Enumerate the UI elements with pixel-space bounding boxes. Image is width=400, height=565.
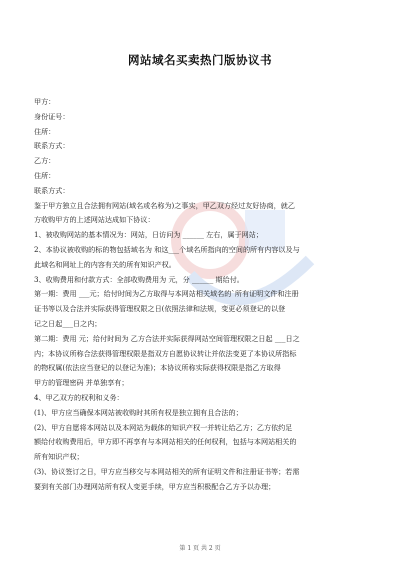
- document-line: 额给付收购费用后，甲方即不再享有与本网站相关的任何权利，包括与本网站相关的: [34, 437, 297, 447]
- page-footer: 第 1 页 共 2 页: [179, 545, 221, 552]
- document-line: (2)、甲方自愿将本网站以及本网站为载体的知识产权一并转让给乙方；乙方依约足: [34, 422, 293, 432]
- document-line: 乙方：: [34, 156, 56, 166]
- document-line: 1、被收购网站的基本情况为：网站，日访问为 ______ 左右，属于网站；: [34, 230, 263, 240]
- document-line: 证书等以及合法并实际获得管理权限之日(依照法律和法规，变更必须登记的以登: [34, 304, 286, 314]
- document-line: (1)、甲方应当确保本网站被收购时其所有权是独立拥有且合法的；: [34, 407, 243, 417]
- document-line: 住所：: [34, 126, 56, 136]
- document-line: 身份证号：: [34, 111, 70, 121]
- document-line: 鉴于甲方独立且合法拥有网站(域名或名称为)之事实，甲乙双方经过友好协商，就乙: [34, 200, 295, 210]
- document-title: 网站域名买卖热门版协议书: [128, 53, 272, 67]
- document-body: [34, 95, 374, 495]
- document-line: 联系方式：: [34, 141, 70, 151]
- document-line: 甲方的管理密码 并单独享有；: [34, 378, 129, 388]
- document-line: 2、本协议被收购的标的物包括域名为 和这___个域名所指向的空间的所有内容以及与: [34, 244, 300, 254]
- document-line: 内；本协议所称合法获得管理权限是指双方自愿协议转让并依法变更了本协议所指标: [34, 348, 297, 358]
- document-line: 第二期：费用 元；给付时间为 乙方合法并实际获得网站空间管理权限之日起 ___日之: [34, 333, 300, 343]
- document-line: 的物权属(依法应当登记的以登记为准)；本协议所称实际获得权限是指乙方取得: [34, 363, 281, 373]
- document-line: 要到有关部门办理网站所有权人变更手续，甲方应当积极配合乙方予以办理；: [34, 481, 276, 491]
- document-line: 记之日起___日之内；: [34, 318, 102, 328]
- document-line: 方收购甲方的上述网站达成如下协议：: [34, 215, 155, 225]
- document-line: 第一期：费用 ___元；给付时间为乙方取得与本网站相关域名的`所有证明文件和注册: [34, 289, 299, 299]
- document-line: (3)、协议签订之日，甲方应当移交与本网站相关的所有证明文件和注册证书等；若需: [34, 466, 300, 476]
- document-line: 此域名和网址上的内容有关的所有知识产权。: [34, 259, 176, 269]
- document-line: 甲方：: [34, 97, 56, 106]
- document-line: 联系方式：: [34, 185, 70, 195]
- document-line: 3、收购费用和付款方式：全部收购费用为 元，分 ______ 期给付。: [34, 274, 244, 284]
- document-line: 4、甲乙双方的权利和义务：: [34, 392, 124, 402]
- document-line: 所有知识产权；: [34, 452, 84, 462]
- document-line: 住所：: [34, 170, 56, 180]
